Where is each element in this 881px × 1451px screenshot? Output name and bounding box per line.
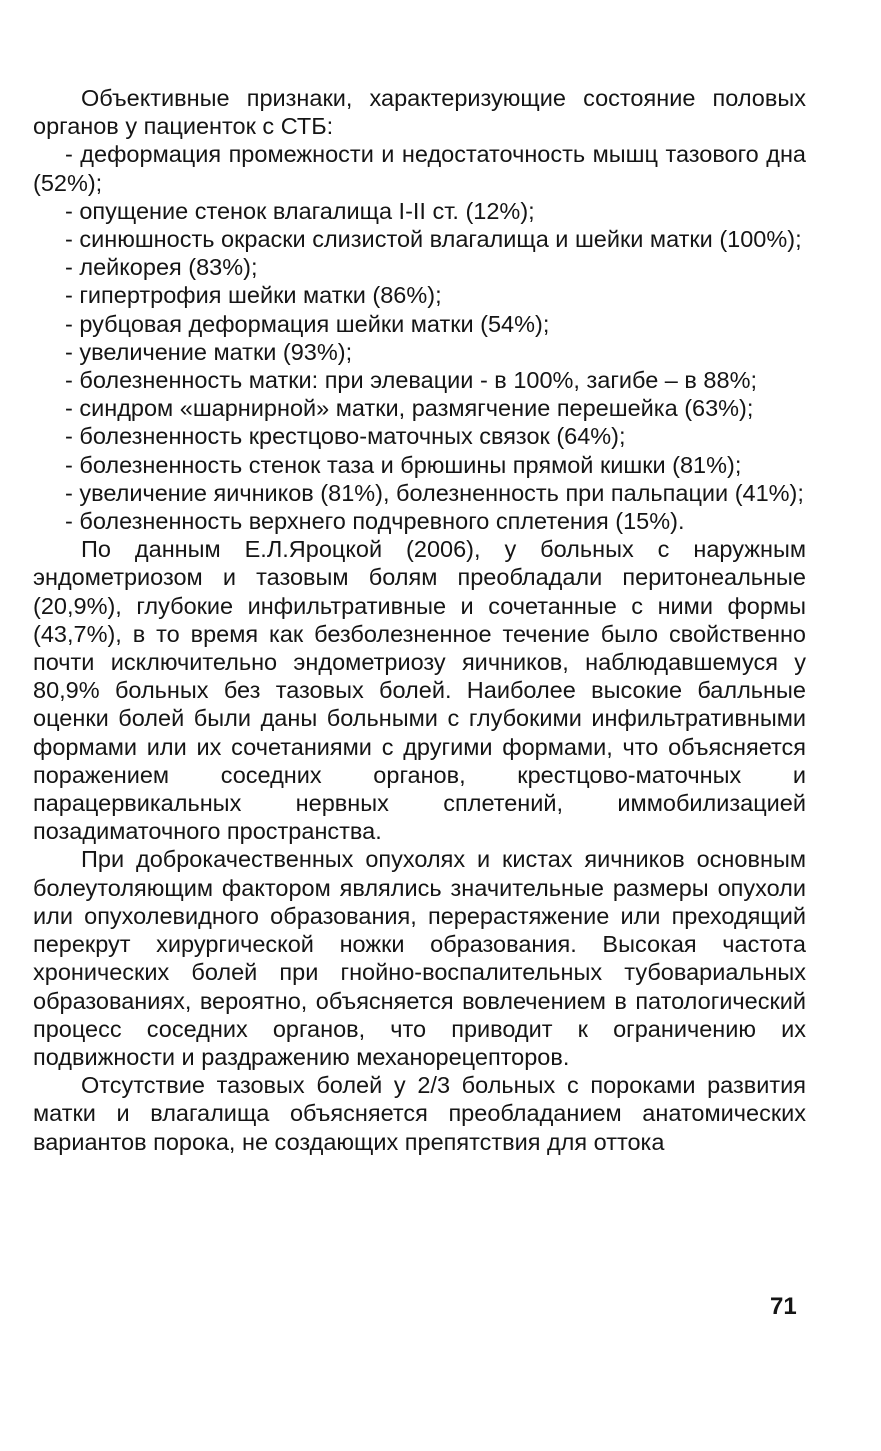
list-item: - увеличение матки (93%); [65,338,353,365]
page-number: 71 [770,1293,797,1320]
list-item: - опущение стенок влагалища I-II ст. (12%); [65,197,535,224]
list-item: - рубцовая деформация шейки матки (54%); [65,310,550,337]
list-item: - болезненность стенок таза и брюшины прямой кишки (81%); [65,451,742,478]
paragraph-malformations: Отсутствие тазовых болей у 2/3 больных с пороками развития матки и влагалища объясняется преобладанием анатомических вариантов порока, не создающих препятствия для оттока [33,1072,806,1155]
list-item: - болезненность верхнего подчревного сплетения (15%). [65,508,685,535]
list-item: - синдром «шарнирной» матки, размягчение перешейка (63%); [65,395,754,422]
paragraph-ovarian-tumors: При доброкачественных опухолях и кистах яичников основным болеутоляющим фактором являлись значительные размеры опухоли или опухолевидного образования, перерастяжение или преходящий перекрут хирургической ножки образования. Высокая частота хронических болей при гнойно-воспалительных тубовариальных образованиях, вероятно, объясняется вовлечением в патологический процесс соседних органов, что приводит к ограничению их подвижности и раздражению механорецепторов. [33,846,806,1070]
list-item: - болезненность крестцово-маточных связок (64%); [65,423,626,450]
list-item: - гипертрофия шейки матки (86%); [65,282,442,309]
paragraph-yarotskaya: По данным Е.Л.Яроцкой (2006), у больных с наружным эндометриозом и тазовым болям преобладали перитонеальные (20,9%), глубокие инфильтративные и сочетанные с ними формы (43,7%), в то время как безболезненное течение было свойственно почти исключительно эндометриозу яичников, наблюдавшемуся у 80,9% больных без тазовых болей. Наиболее высокие балльные оценки болей были даны больными с глубокими инфильтративными формами или их сочетаниями с другими формами, что объясняется поражением соседних органов, крестцово-маточных и парацервикальных нервных сплетений, иммобилизацией позадиматочного пространства. [33,536,806,845]
list-item: - болезненность матки: при элевации - в 100%, загибе – в 88%; [65,367,757,394]
intro-paragraph: Объективные признаки, характеризующие состояние половых органов у пациенток с СТБ: [33,85,806,140]
page-body [33,84,806,1156]
list-item: - деформация промежности и недостаточность мышц тазового дна (52%); [33,141,806,196]
list-item: - лейкорея (83%); [65,254,258,281]
list-item: - увеличение яичников (81%), болезненность при пальпации (41%); [65,479,804,506]
signs-list [33,140,806,535]
list-item: - синюшность окраски слизистой влагалища и шейки матки (100%); [65,226,802,253]
